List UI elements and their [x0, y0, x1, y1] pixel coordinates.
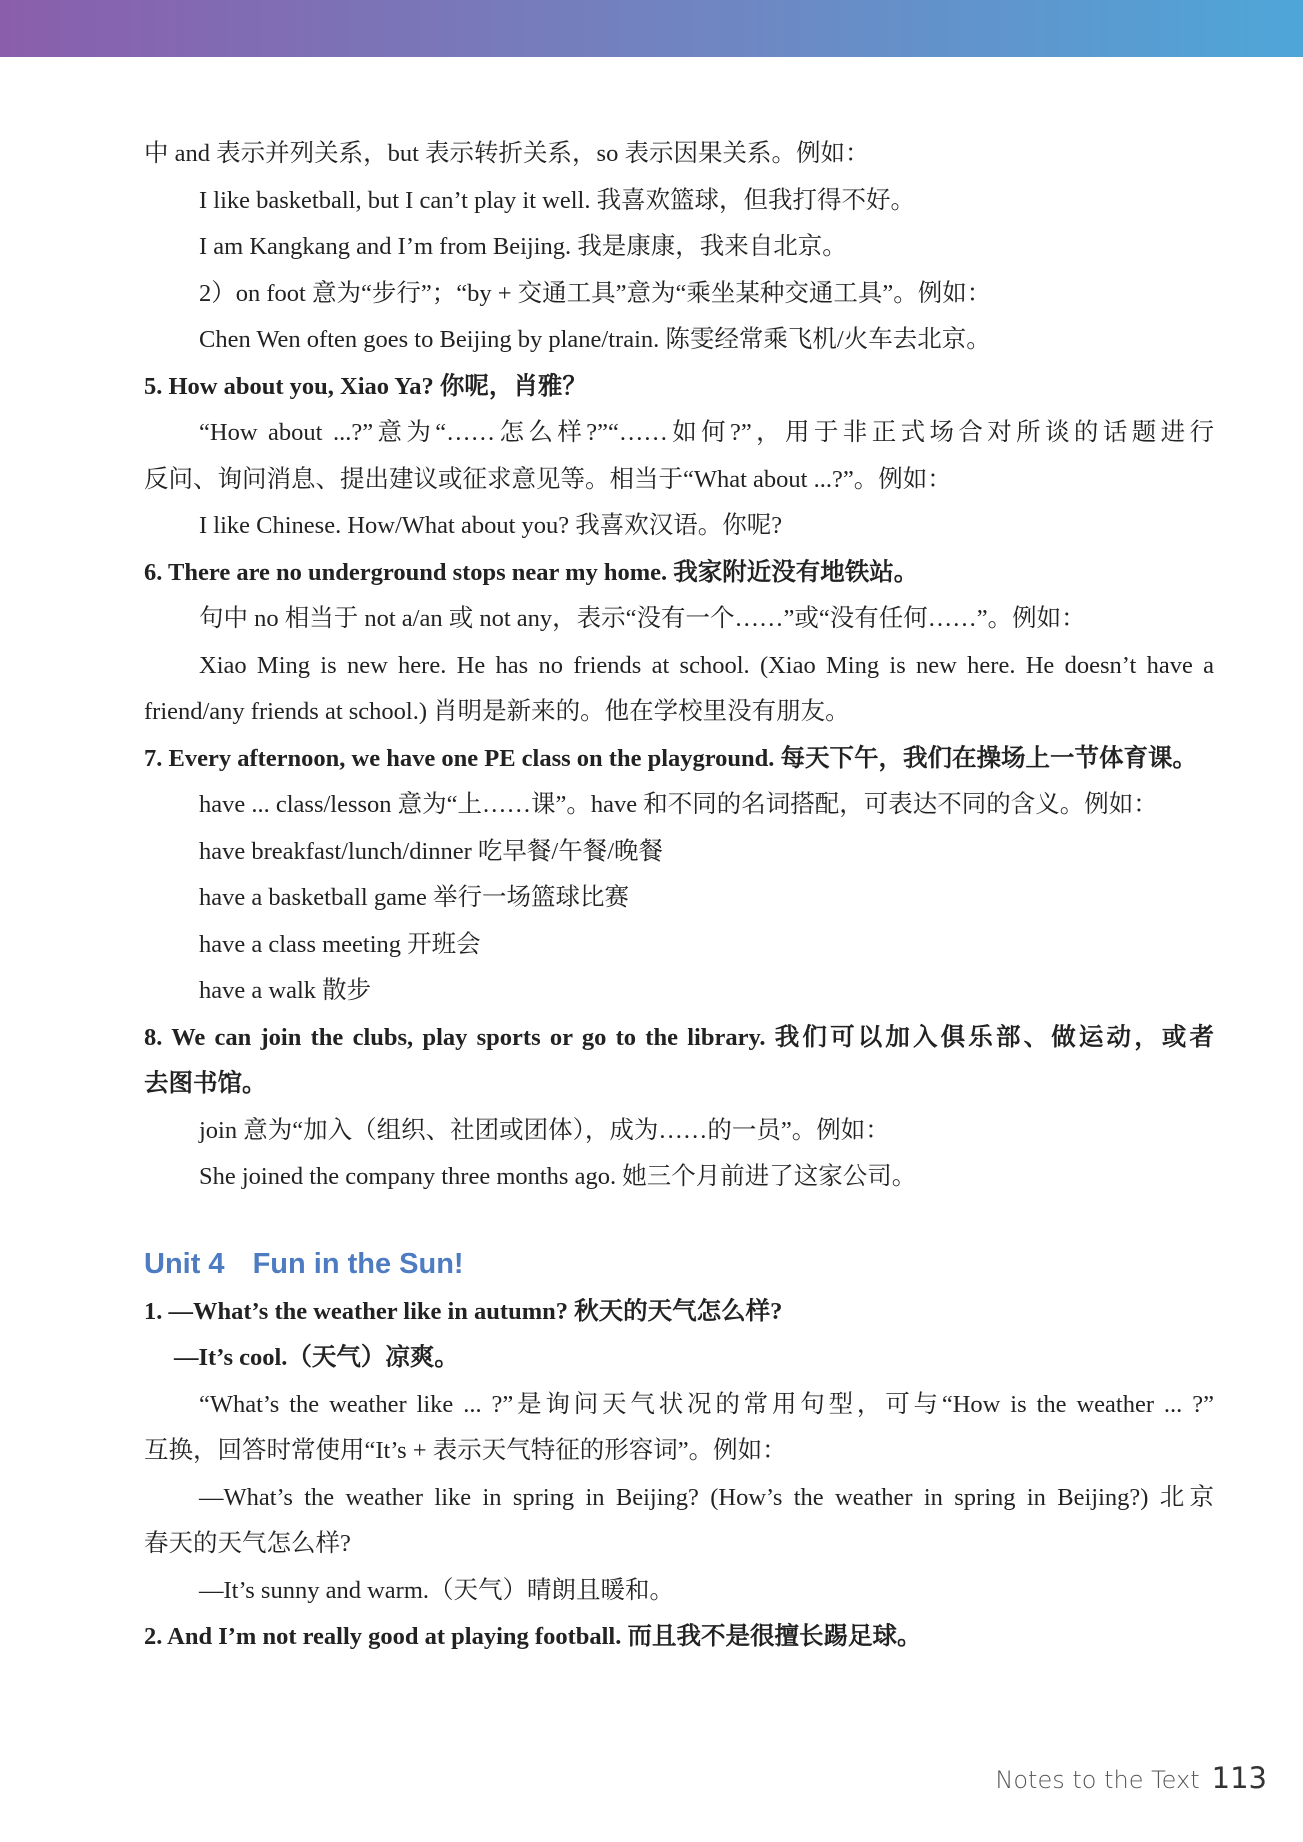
note-heading-8: 8. We can join the clubs, play sports or go to the library. 我们可以加入俱乐部、做运动，或者: [144, 1023, 1214, 1051]
page-number: 113: [1211, 1761, 1267, 1795]
text-line: 中 and 表示并列关系，but 表示转折关系，so 表示因果关系。例如：: [144, 140, 870, 167]
example-line: have a class meeting 开班会: [199, 930, 481, 958]
header-gradient-bar: [0, 0, 1303, 57]
note-heading-7: 7. Every afternoon, we have one PE class on the playground. 每天下午，我们在操场上一节体育课。: [144, 744, 1198, 772]
example-line: friend/any friends at school.) 肖明是新来的。他在学校里没有朋友。: [144, 698, 850, 725]
note-heading-8-cont: 去图书馆。: [144, 1070, 267, 1097]
note-heading-1-answer: —It’s cool.（天气）凉爽。: [174, 1344, 459, 1371]
unit-number: Unit 4: [144, 1247, 225, 1280]
text-line: 互换，回答时常使用“It’s + 表示天气特征的形容词”。例如：: [144, 1437, 787, 1464]
example-line: She joined the company three months ago. 她三个月前进了这家公司。: [199, 1163, 917, 1190]
example-line: Xiao Ming is new here. He has no friends at school. (Xiao Ming is new here. He doesn’t have a: [199, 651, 1214, 679]
example-line: Chen Wen often goes to Beijing by plane/train. 陈雯经常乘飞机/火车去北京。: [199, 326, 991, 353]
text-line: “What’s the weather like ... ?”是询问天气状况的常用句型，可与“How is the weather ... ?”: [199, 1390, 1214, 1418]
text-line: 反问、询问消息、提出建议或征求意见等。相当于“What about ...?”。例如：: [144, 465, 952, 493]
unit-heading: [144, 1239, 1214, 1289]
example-line: have a basketball game 举行一场篮球比赛: [199, 884, 630, 911]
unit-title: Fun in the Sun!: [252, 1247, 464, 1280]
text-line: “How about ...?”意为“……怎么样?”“……如何?”，用于非正式场合对所谈的话题进行: [199, 419, 1214, 446]
text-line: have ... class/lesson 意为“上……课”。have 和不同的名词搭配，可表达不同的含义。例如：: [199, 791, 1158, 818]
text-line: 2）on foot 意为“步行”；“by + 交通工具”意为“乘坐某种交通工具”。例如：: [199, 279, 992, 307]
note-heading-6: 6. There are no underground stops near my home. 我家附近没有地铁站。: [144, 558, 919, 586]
example-line: I like basketball, but I can’t play it well. 我喜欢篮球，但我打得不好。: [199, 186, 916, 214]
section-gap: [144, 1201, 1214, 1239]
note-heading-5: 5. How about you, Xiao Ya? 你呢，肖雅？: [144, 372, 587, 400]
example-line: I like Chinese. How/What about you? 我喜欢汉语。你呢?: [199, 512, 783, 539]
example-line: —It’s sunny and warm.（天气）晴朗且暖和。: [199, 1576, 674, 1604]
footer-label: Notes to the Text: [995, 1766, 1200, 1794]
example-line: have breakfast/lunch/dinner 吃早餐/午餐/晚餐: [199, 837, 664, 865]
example-line: have a walk 散步: [199, 977, 372, 1004]
example-line: I am Kangkang and I’m from Beijing. 我是康康，我来自北京。: [199, 233, 847, 260]
note-heading-2: 2. And I’m not really good at playing football. 而且我不是很擅长踢足球。: [144, 1623, 922, 1650]
text-line: join 意为“加入（组织、社团或团体），成为……的一员”。例如：: [199, 1116, 890, 1144]
example-line: —What’s the weather like in spring in Beijing? (How’s the weather in spring in Beijing?) 北京: [199, 1483, 1214, 1511]
page-content: [144, 131, 1214, 1661]
page-footer: [995, 1758, 1267, 1798]
text-line: 句中 no 相当于 not a/an 或 not any，表示“没有一个……”或“没有任何……”。例如：: [199, 605, 1086, 632]
note-heading-1: 1. —What’s the weather like in autumn? 秋天的天气怎么样?: [144, 1297, 783, 1325]
example-line: 春天的天气怎么样?: [144, 1530, 351, 1557]
